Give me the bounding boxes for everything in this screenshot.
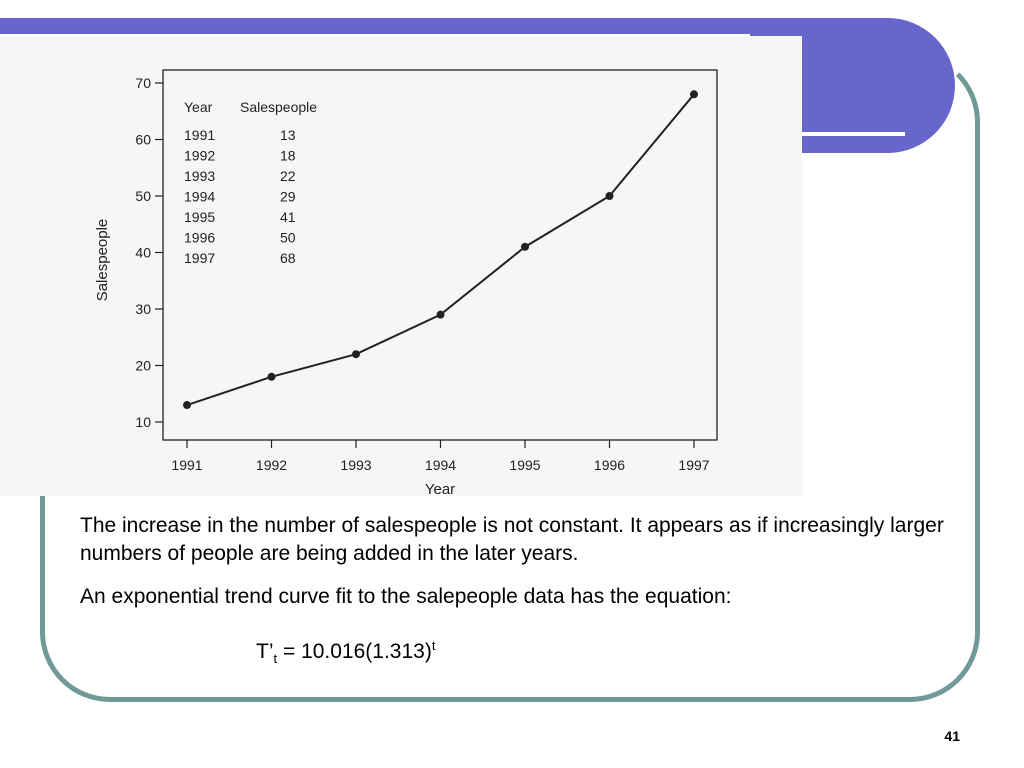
- y-tick-label: 50: [135, 188, 151, 204]
- inset-cell-salespeople: 18: [280, 147, 296, 164]
- x-tick-label: 1992: [255, 457, 288, 473]
- paragraph-observation: The increase in the number of salespeople is not constant. It appears as if increasingly larger numbers of people are being added in the later years.: [80, 514, 944, 565]
- trend-equation: [256, 638, 435, 666]
- y-tick-label: 60: [135, 131, 151, 148]
- inset-cell-year: 1994: [184, 188, 216, 205]
- x-tick-label: 1994: [424, 457, 457, 473]
- data-point: [268, 373, 276, 381]
- y-axis-ticks: [135, 75, 163, 430]
- inset-header-year: Year: [184, 99, 213, 115]
- inset-cell-salespeople: 50: [280, 229, 296, 246]
- data-point: [521, 243, 529, 251]
- salespeople-line-chart: [0, 36, 802, 496]
- x-tick-label: 1996: [593, 457, 626, 473]
- inset-cell-salespeople: 41: [280, 209, 296, 225]
- formula-subscript: t: [273, 651, 278, 667]
- y-tick-label: 40: [135, 244, 151, 261]
- x-tick-label: 1995: [509, 457, 541, 473]
- inset-header-salespeople: Salespeople: [240, 99, 318, 115]
- inset-cell-year: 1993: [184, 168, 216, 184]
- inset-cell-year: 1996: [184, 229, 216, 246]
- inset-cell-salespeople: 22: [280, 168, 296, 184]
- formula-lhs: T’: [256, 640, 274, 663]
- inset-cell-salespeople: 29: [280, 188, 296, 205]
- data-point: [437, 311, 445, 319]
- inset-cell-year: 1991: [184, 127, 216, 143]
- x-tick-label: 1991: [171, 457, 203, 473]
- formula-rhs: = 10.016(1.313): [277, 640, 432, 663]
- data-point: [606, 192, 614, 200]
- inset-cell-salespeople: 13: [280, 127, 296, 143]
- data-point: [183, 401, 191, 409]
- x-axis-title: Year: [424, 481, 456, 496]
- y-tick-label: 20: [135, 357, 151, 374]
- inset-data-table: [184, 99, 317, 266]
- inset-cell-year: 1992: [184, 147, 216, 164]
- slide-number: 41: [944, 728, 960, 744]
- x-tick-label: 1993: [340, 457, 372, 473]
- x-axis-ticks: [171, 440, 709, 473]
- series-line: [187, 94, 694, 405]
- y-tick-label: 70: [135, 75, 151, 91]
- data-point: [352, 350, 360, 358]
- formula-superscript: t: [431, 638, 436, 653]
- y-axis-title: Salespeople: [94, 218, 111, 302]
- data-point: [690, 90, 698, 98]
- title-bar-stripe: [0, 18, 880, 34]
- inset-cell-year: 1995: [184, 209, 216, 225]
- x-tick-label: 1997: [678, 457, 710, 473]
- slide-body-text: [80, 512, 960, 626]
- y-tick-label: 30: [135, 301, 151, 317]
- y-tick-label: 10: [135, 414, 151, 430]
- series-points: [183, 90, 698, 409]
- inset-cell-year: 1997: [184, 250, 216, 266]
- paragraph-trend-equation-intro: An exponential trend curve fit to the salepeople data has the equation:: [80, 585, 732, 608]
- inset-cell-salespeople: 68: [280, 250, 296, 266]
